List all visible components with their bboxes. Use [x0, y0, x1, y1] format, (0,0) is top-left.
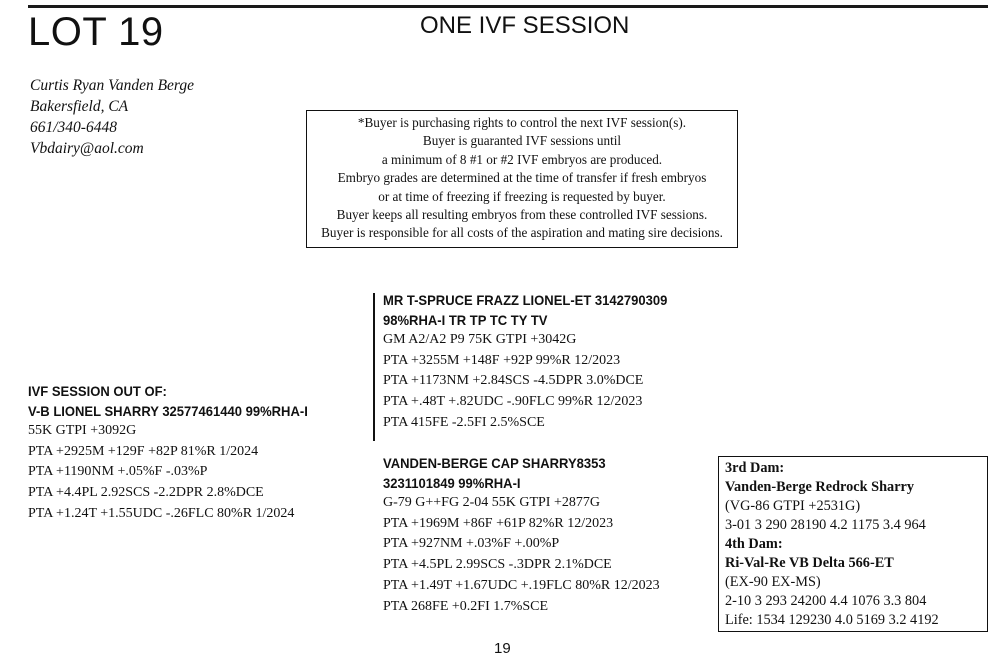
second-dam-line: PTA +1.49T +1.67UDC +.19FLC 80%R 12/2023	[383, 577, 660, 593]
terms-line: a minimum of 8 #1 or #2 IVF embryos are produced.	[381, 151, 663, 167]
terms-line: *Buyer is purchasing rights to control the next IVF session(s).	[357, 115, 687, 130]
sire-line: GM A2/A2 P9 75K GTPI +3042G	[383, 332, 577, 347]
dam-section	[28, 381, 329, 525]
terms-line: Buyer keeps all resulting embryos from these controlled IVF sessions.	[336, 207, 708, 223]
pedigree-bracket	[373, 293, 375, 441]
terms-box	[306, 110, 738, 248]
page-number: 19	[494, 640, 511, 657]
third-dam-heading: 3rd Dam:	[725, 460, 785, 476]
sire-name: MR T-SPRUCE FRAZZ LIONEL-ET 3142790309	[383, 292, 668, 308]
fourth-dam-line: (EX-90 EX-MS)	[725, 574, 821, 590]
consignor-info	[30, 75, 194, 159]
third-dam-line: 3-01 3 290 28190 4.2 1175 3.4 964	[725, 517, 926, 533]
consignor-location: Bakersfield, CA	[30, 98, 129, 115]
second-dam-section	[383, 453, 660, 617]
consignor-phone: 661/340-6448	[30, 119, 117, 136]
terms-line: Buyer is guaranted IVF sessions until	[422, 133, 622, 149]
dam-line: PTA +4.4PL 2.92SCS -2.2DPR 2.8%DCE	[28, 485, 264, 501]
further-dams-box	[718, 456, 988, 632]
fourth-dam-line: Life: 1534 129230 4.0 5169 3.2 4192	[725, 612, 939, 628]
consignor-email: Vbdairy@aol.com	[30, 140, 144, 157]
dam-line: 55K GTPI +3092G	[28, 423, 137, 438]
terms-line: Embryo grades are determined at the time of transfer if fresh embryos	[337, 170, 707, 186]
sire-line: PTA +.48T +.82UDC -.90FLC 99%R 12/2023	[383, 394, 643, 410]
fourth-dam-line: 2-10 3 293 24200 4.4 1076 3.3 804	[725, 593, 927, 609]
page-title: ONE IVF SESSION	[420, 12, 630, 39]
second-dam-code: 3231101849 99%RHA-I	[383, 475, 521, 491]
dam-heading: IVF SESSION OUT OF:	[28, 383, 167, 399]
second-dam-line: PTA +4.5PL 2.99SCS -.3DPR 2.1%DCE	[383, 557, 612, 573]
second-dam-line: G-79 G++FG 2-04 55K GTPI +2877G	[383, 495, 600, 510]
dam-line: PTA +2925M +129F +82P 81%R 1/2024	[28, 443, 259, 459]
fourth-dam-name: Ri-Val-Re VB Delta 566-ET	[725, 555, 894, 571]
dam-line: PTA +1190NM +.05%F -.03%P	[28, 464, 208, 480]
third-dam-line: (VG-86 GTPI +2531G)	[725, 498, 861, 514]
sire-line: PTA +3255M +148F +92P 99%R 12/2023	[383, 352, 621, 368]
terms-line: Buyer is responsible for all costs of the aspiration and mating sire decisions.	[321, 225, 723, 241]
sire-line: PTA 415FE -2.5FI 2.5%SCE	[383, 414, 545, 430]
consignor-name: Curtis Ryan Vanden Berge	[30, 77, 195, 94]
sire-code: 98%RHA-I TR TP TC TY TV	[383, 312, 548, 328]
second-dam-line: PTA 268FE +0.2FI 1.7%SCE	[383, 598, 549, 614]
second-dam-line: PTA +1969M +86F +61P 82%R 12/2023	[383, 515, 614, 531]
lot-number: LOT 19	[28, 10, 164, 54]
top-rule	[28, 5, 988, 8]
third-dam-name: Vanden-Berge Redrock Sharry	[725, 479, 915, 495]
second-dam-line: PTA +927NM +.03%F +.00%P	[383, 536, 560, 552]
second-dam-name: VANDEN-BERGE CAP SHARRY8353	[383, 455, 606, 471]
dam-line: PTA +1.24T +1.55UDC -.26FLC 80%R 1/2024	[28, 505, 295, 521]
sire-section	[383, 290, 689, 434]
dam-name: V-B LIONEL SHARRY 32577461440 99%RHA-I	[28, 403, 308, 419]
sire-line: PTA +1173NM +2.84SCS -4.5DPR 3.0%DCE	[383, 373, 644, 389]
terms-line: or at time of freezing if freezing is requested by buyer.	[378, 188, 666, 204]
fourth-dam-heading: 4th Dam:	[725, 536, 783, 552]
